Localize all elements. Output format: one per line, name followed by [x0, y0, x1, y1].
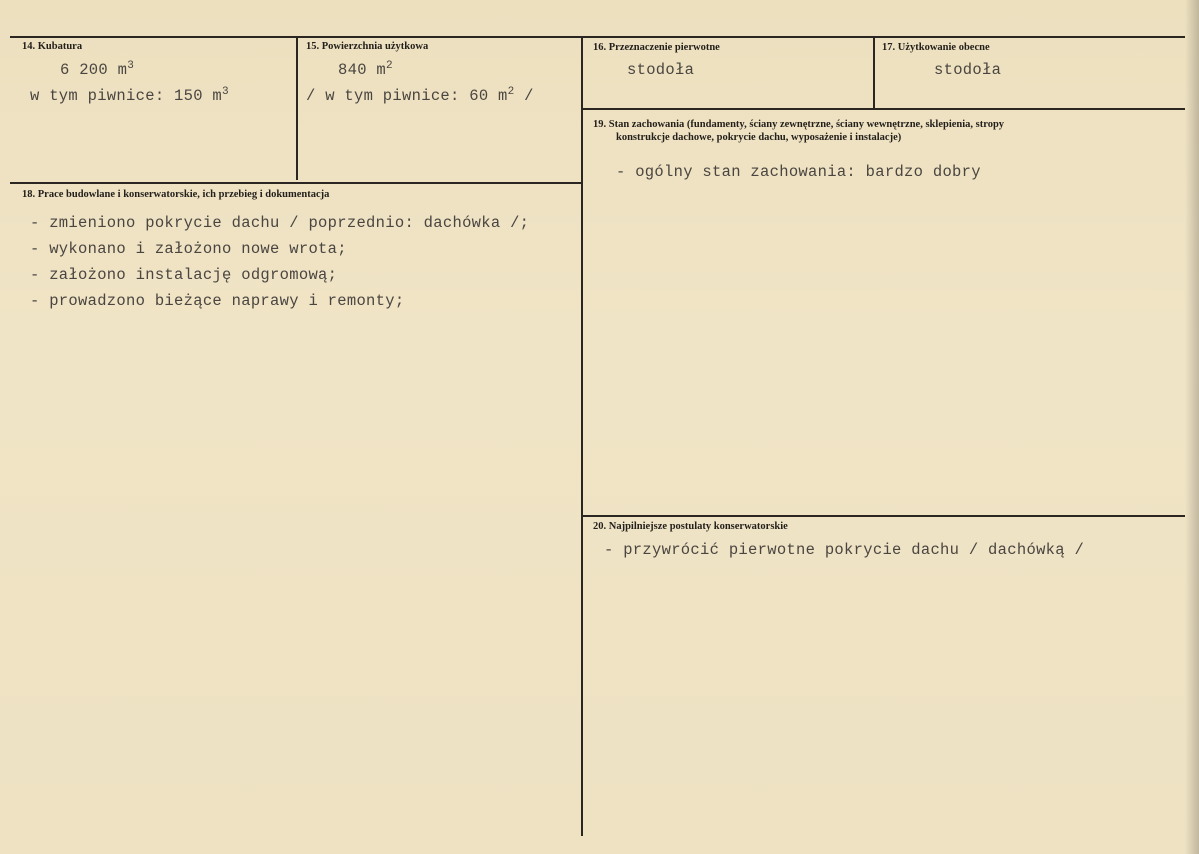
field-15-cellar: / w tym piwnice: 60 m [306, 87, 508, 106]
field-14-line1 [60, 60, 134, 79]
field-15-cellar-exp: 2 [507, 86, 515, 98]
field-15-line1 [338, 60, 393, 79]
field-18-item: - prowadzono bieżące naprawy i remonty; [30, 292, 405, 310]
field-15-line2 [306, 86, 534, 105]
field-16-label: 16. Przeznaczenie pierwotne [593, 42, 720, 53]
field-18-item: - założono instalację odgromową; [30, 266, 338, 284]
field-16-value: stodoła [627, 61, 695, 79]
field-19-item: - ogólny stan zachowania: bardzo dobry [616, 163, 981, 181]
field-14-line2 [30, 86, 229, 105]
rule-above-18 [10, 182, 583, 184]
field-19-label-1: 19. Stan zachowania (fundamenty, ściany zewnętrzne, ściany wewnętrzne, sklepienia, stropy [593, 119, 1005, 130]
field-14-value: 6 200 m [60, 61, 128, 80]
field-17-value: stodoła [934, 61, 1002, 79]
field-15-value: 840 m [338, 61, 387, 80]
divider-16-17 [873, 36, 875, 109]
field-20-label: 20. Najpilniejsze postulaty konserwatorskie [593, 521, 788, 532]
field-14-unit-exp: 3 [127, 60, 135, 72]
card-edge-shadow [1185, 0, 1199, 854]
field-14-cellar-exp: 3 [222, 86, 229, 98]
divider-14-15 [296, 36, 298, 180]
divider-main [581, 36, 583, 836]
field-15-close: / [514, 87, 534, 106]
field-20-item: - przywrócić pierwotne pokrycie dachu / dachówką / [604, 541, 1085, 559]
field-18-item: - wykonano i założono nowe wrota; [30, 240, 347, 258]
field-18-label: 18. Prace budowlane i konserwatorskie, ich przebieg i dokumentacja [22, 189, 330, 200]
field-19-label-2: konstrukcje dachowe, pokrycie dachu, wyposażenie i instalacje) [616, 132, 902, 143]
rule-above-20 [583, 515, 1185, 517]
field-18-item: - zmieniono pokrycie dachu / poprzednio: dachówka /; [30, 214, 530, 232]
rule-below-16-17 [583, 108, 1185, 110]
field-15-label: 15. Powierzchnia użytkowa [306, 41, 429, 52]
field-15-unit-exp: 2 [386, 60, 393, 72]
field-14-cellar: w tym piwnice: 150 m [30, 87, 223, 106]
top-rule [10, 36, 1185, 38]
field-14-label: 14. Kubatura [22, 41, 83, 52]
field-17-label: 17. Użytkowanie obecne [882, 42, 990, 53]
